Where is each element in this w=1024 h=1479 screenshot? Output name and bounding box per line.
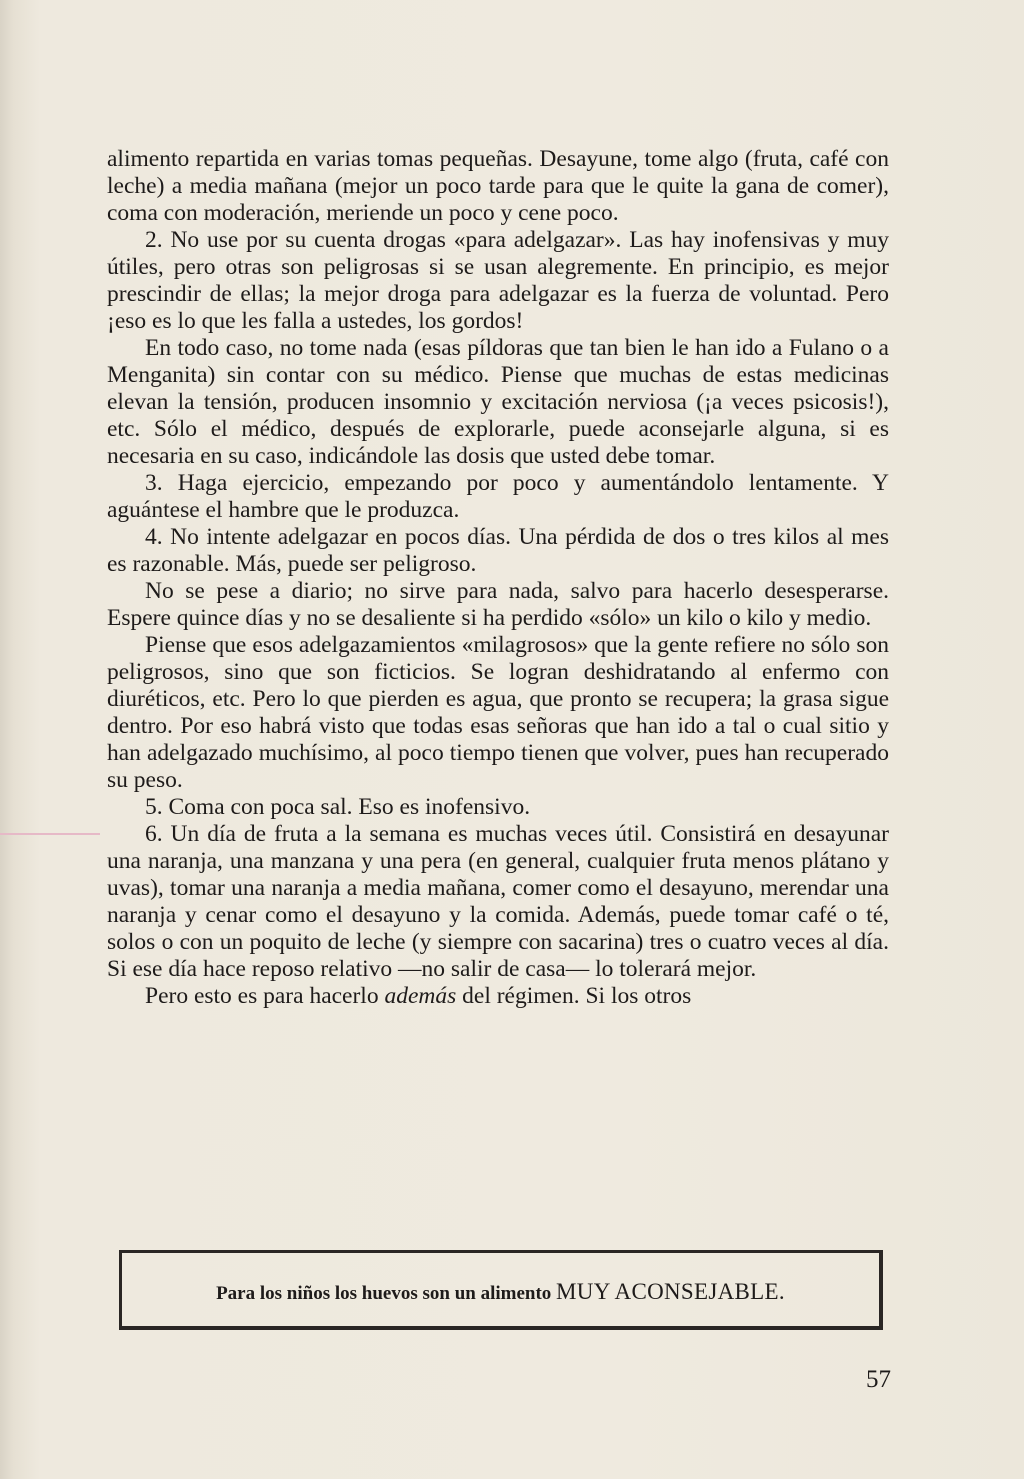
paragraph-last: [107, 983, 889, 1010]
page-number: 57: [866, 1366, 891, 1393]
emphasis-text: además: [384, 983, 457, 1009]
paragraph: 4. No intente adelgazar en pocos días. Una pérdida de dos o tres kilos al mes es razonable. Más, puede ser peligroso.: [107, 524, 889, 577]
paragraph: alimento repartida en varias tomas pequeñas. Desayune, tome algo (fruta, café con leche) a media mañana (mejor un poco tarde para que le quite la gana de comer), coma con moderación, meriende un poco y cene poco.: [107, 146, 889, 226]
callout-text-caps: MUY ACONSEJABLE.: [556, 1279, 785, 1304]
paragraph: 3. Haga ejercicio, empezando por poco y aumentándolo lentamente. Y aguántese el hambre que le produzca.: [107, 470, 889, 523]
text-run: del régimen. Si los otros: [456, 983, 692, 1009]
paragraph: En todo caso, no tome nada (esas píldoras que tan bien le han ido a Fulano o a Menganita) sin contar con su médico. Piense que muchas de estas medicinas elevan la tensión, producen insomnio y excitación nerviosa (¡a veces psicosis!), etc. Sólo el médico, después de explorarle, puede aconsejarle alguna, si es necesaria en su caso, indicándole las dosis que usted debe tomar.: [107, 335, 889, 469]
paragraph: 2. No use por su cuenta drogas «para adelgazar». Las hay inofensivas y muy útiles, pero otras son peligrosas si se usan alegremente. En principio, es mejor prescindir de ellas; la mejor droga para adelgazar es la fuerza de voluntad. Pero ¡eso es lo que les falla a ustedes, los gordos!: [107, 227, 889, 334]
body-text: [107, 146, 889, 1010]
margin-mark: [0, 833, 100, 835]
paragraph: No se pese a diario; no sirve para nada, salvo para hacerlo desesperarse. Espere quince días y no se desaliente si ha perdido «sólo» un kilo o kilo y medio.: [107, 578, 889, 631]
paragraph: 5. Coma con poca sal. Eso es inofensivo.: [145, 794, 531, 820]
text-run: Pero esto es para hacerlo: [145, 983, 385, 1009]
paragraph: 6. Un día de fruta a la semana es muchas veces útil. Consistirá en desayunar una naranja, una manzana y una pera (en general, cualquier fruta menos plátano y uvas), tomar una naranja a media mañana, comer como el desayuno, merendar una naranja y cenar como el desayuno y la comida. Además, puede tomar café o té, solos o con un poquito de leche (y siempre con sacarina) tres o cuatro veces al día. Si ese día hace reposo relativo —no salir de casa— lo tolerará mejor.: [107, 821, 889, 982]
callout-text: [122, 1279, 879, 1305]
paragraph: Piense que esos adelgazamientos «milagrosos» que la gente refiere no sólo son peligrosos, sino que son ficticios. Se logran deshidratando al enfermo con diuréticos, etc. Pero lo que pierden es agua, que pronto se recupera; la grasa sigue dentro. Por eso habrá visto que todas esas señoras que han ido a tal o cual sitio y han adelgazado muchísimo, al poco tiempo tienen que volver, pues han recuperado su peso.: [107, 632, 889, 793]
callout-box: [119, 1250, 883, 1330]
callout-text-bold: Para los niños los huevos son un alimento: [216, 1283, 557, 1304]
